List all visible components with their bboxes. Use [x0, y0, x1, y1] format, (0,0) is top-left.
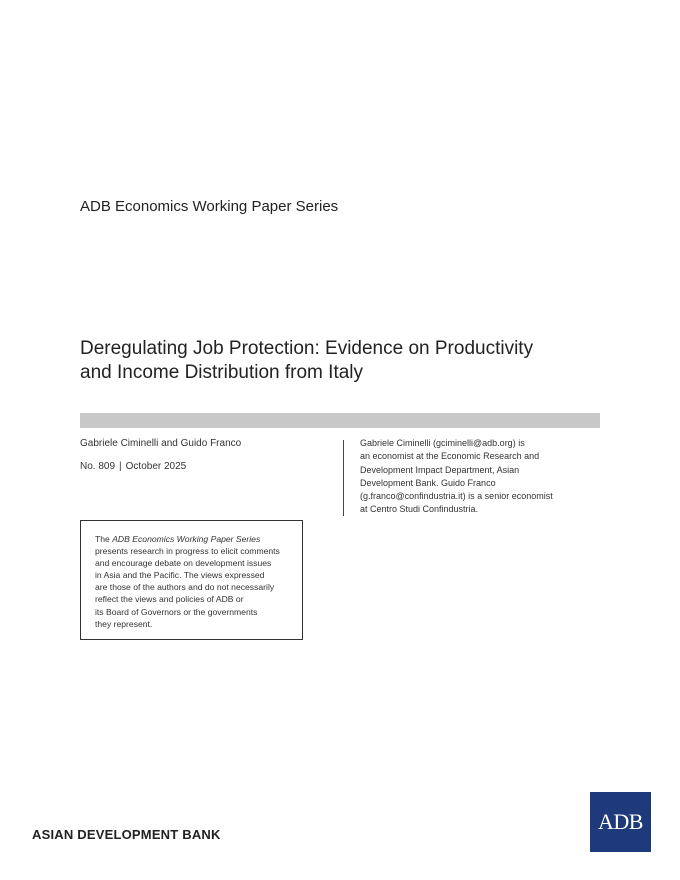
publisher-name: ASIAN DEVELOPMENT BANK: [32, 827, 221, 842]
paper-title-line-1: Deregulating Job Protection: Evidence on Productivity: [80, 338, 534, 359]
disclaimer-box: [80, 520, 303, 640]
issue-number: No. 809: [80, 461, 116, 472]
author-bio-line: Gabriele Ciminelli (gciminelli@adb.org) is: [360, 438, 525, 448]
author-bio-line: Development Bank. Guido Franco: [360, 477, 496, 488]
author-bio-line: Development Impact Department, Asian: [360, 464, 520, 475]
disclaimer-line: in Asia and the Pacific. The views expressed: [95, 570, 265, 581]
disclaimer-first-line: [95, 533, 280, 545]
issue-date: October 2025: [125, 461, 187, 472]
disclaimer-line: reflect the views and policies of ADB or: [95, 594, 244, 605]
disclaimer-line: are those of the authors and do not necessarily: [95, 582, 275, 593]
disclaimer-line: and encourage debate on development issues: [95, 558, 272, 569]
author-bio: [360, 437, 575, 517]
paper-title: [80, 337, 580, 385]
series-name: ADB Economics Working Paper Series: [80, 198, 339, 215]
disclaimer-line: its Board of Governors or the governments: [95, 606, 258, 617]
disclaimer-lead: The: [95, 534, 113, 544]
disclaimer-series-name: ADB Economics Working Paper Series: [112, 534, 261, 544]
adb-logo: [590, 792, 651, 852]
issue-info: [80, 461, 186, 472]
author-bio-line: at Centro Studi Confindustria.: [360, 504, 479, 515]
disclaimer-line: they represent.: [95, 618, 153, 629]
authors: Gabriele Ciminelli and Guido Franco: [80, 438, 242, 449]
author-bio-line: an economist at the Economic Research and: [360, 451, 540, 462]
disclaimer-line: presents research in progress to elicit comments: [95, 546, 280, 557]
disclaimer-text: [95, 533, 280, 630]
bio-vertical-rule: [343, 440, 344, 516]
issue-separator: |: [119, 461, 122, 472]
author-bio-line: (g.franco@confindustria.it) is a senior economist: [360, 491, 553, 502]
adb-logo-text: ADB: [598, 809, 643, 834]
paper-title-line-2: and Income Distribution from Italy: [80, 362, 364, 383]
title-divider-bar: [80, 413, 600, 428]
